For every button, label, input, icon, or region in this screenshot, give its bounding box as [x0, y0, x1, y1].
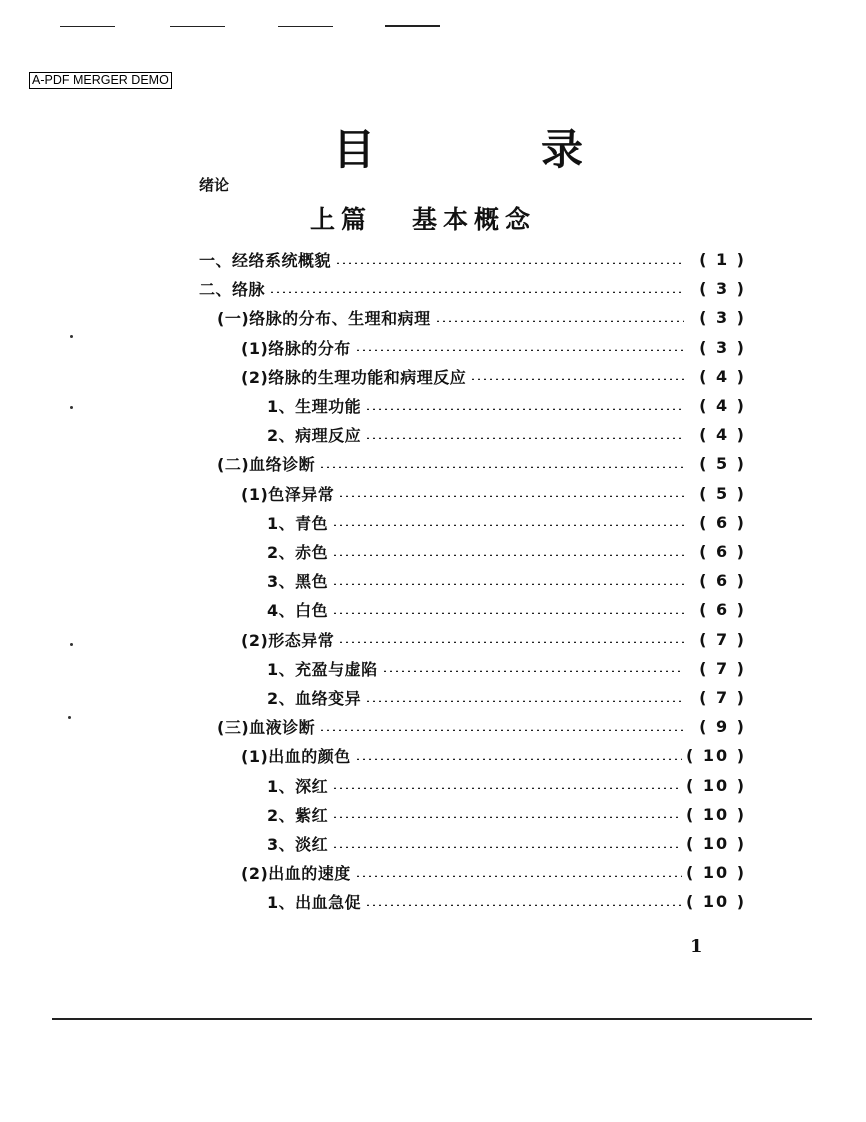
toc-entry-page: ( 10 ): [685, 804, 746, 824]
toc-entry-page: ( 3 ): [699, 337, 746, 357]
toc-entry: [241, 625, 746, 654]
title-char-2: 录: [540, 125, 583, 174]
part-heading: [310, 200, 536, 236]
page-title: [333, 118, 583, 176]
toc-entry: [217, 449, 746, 478]
toc-entry-page: ( 7 ): [699, 629, 746, 649]
toc-entry-label: 4、白色: [267, 601, 329, 621]
top-rule-2: [170, 26, 225, 27]
toc-entry-page: ( 4 ): [699, 396, 746, 415]
toc-entry-label: 2、血络变异: [267, 689, 362, 708]
toc-entry: [241, 362, 746, 391]
dot-leader: [355, 349, 684, 351]
toc-entry: [267, 683, 746, 712]
toc-entry-label: (2)络脉的生理功能和病理反应: [241, 367, 467, 387]
toc-entry-label: 3、淡红: [267, 835, 329, 854]
bottom-rule: [52, 1018, 812, 1020]
toc-entry-label: 2、病理反应: [267, 426, 362, 446]
dot-leader: [319, 466, 684, 468]
toc-entry-label: (2)形态异常: [241, 630, 335, 650]
toc-entry-page: ( 10 ): [685, 892, 746, 912]
dot-leader: [335, 262, 684, 264]
dot-leader: [332, 787, 682, 789]
dot-leader: [365, 700, 684, 702]
toc-entry-label: 1、充盈与虚陷: [267, 659, 378, 679]
dot-leader: [470, 378, 684, 380]
toc-entry: [267, 654, 746, 683]
toc-entry-page: ( 6 ): [699, 542, 746, 561]
toc-entry: [267, 887, 746, 916]
toc-entry-label: (2)出血的速度: [241, 864, 351, 884]
toc-entry: [267, 829, 746, 858]
toc-entry-page: ( 10 ): [685, 863, 746, 883]
toc-entry-label: (1)出血的颜色: [241, 747, 351, 767]
toc-entry: [217, 712, 746, 741]
toc-entry: [241, 333, 746, 362]
top-rule-1: [60, 26, 115, 27]
dot-leader: [365, 437, 684, 439]
toc-entry: [241, 858, 746, 887]
toc-entry-label: 1、出血急促: [267, 893, 362, 913]
dot-leader: [365, 408, 684, 410]
toc-entry: [267, 420, 746, 449]
dot-leader: [332, 816, 682, 818]
toc-entry-page: ( 5 ): [699, 483, 746, 503]
top-rule-4: [385, 25, 440, 27]
dot-leader: [332, 524, 684, 526]
toc-entry-label: (1)络脉的分布: [241, 338, 351, 358]
dot-leader: [338, 495, 684, 497]
dot-leader: [332, 583, 684, 585]
toc-entry-page: ( 10 ): [685, 834, 746, 853]
dot-leader: [332, 554, 684, 556]
toc-entry-page: ( 6 ): [699, 512, 746, 532]
toc-entry-label: 1、深红: [267, 776, 329, 796]
dot-leader: [382, 670, 684, 672]
dot-leader: [332, 846, 682, 848]
toc-entry-label: (1)色泽异常: [241, 484, 335, 504]
dot-leader: [355, 758, 682, 760]
toc-entry: [241, 479, 746, 508]
scan-speck: [70, 406, 73, 409]
scan-speck: [70, 643, 73, 646]
toc-entry-label: (三)血液诊断: [217, 718, 316, 738]
dot-leader: [332, 612, 684, 614]
title-char-1: 目: [333, 125, 376, 174]
top-rule-3: [278, 26, 333, 27]
toc-entry: [267, 595, 746, 624]
dot-leader: [355, 875, 682, 877]
toc-entry-label: 1、青色: [267, 513, 329, 533]
toc-entry-label: 一、经络系统概貌: [199, 251, 332, 270]
part-volume: 上篇: [310, 205, 373, 234]
toc-entry-label: 3、黑色: [267, 572, 329, 592]
toc-entry: [267, 800, 746, 829]
toc-entry-label: 2、紫红: [267, 805, 329, 825]
toc-entry-label: 二、络脉: [199, 280, 266, 300]
toc-entry-page: ( 6 ): [699, 600, 746, 620]
toc-entry-page: ( 10 ): [685, 775, 746, 795]
toc-entry-page: ( 6 ): [699, 571, 746, 591]
toc-entry-page: ( 3 ): [699, 308, 746, 328]
toc-entry: [267, 566, 746, 595]
toc-entry-label: (一)络脉的分布、生理和病理: [217, 309, 431, 329]
toc-entry-page: ( 4 ): [699, 425, 746, 445]
toc-entry-label: 1、生理功能: [267, 397, 362, 416]
toc-entry: [267, 508, 746, 537]
toc-entry-page: ( 7 ): [699, 658, 746, 678]
toc-entry: [217, 303, 746, 332]
part-subject: 基本概念: [412, 205, 537, 234]
scan-speck: [70, 335, 73, 338]
dot-leader: [319, 729, 684, 731]
toc-entry-page: ( 10 ): [685, 746, 746, 766]
toc-entry-page: ( 4 ): [699, 366, 746, 386]
toc-entry-page: ( 1 ): [699, 250, 746, 269]
dot-leader: [365, 904, 682, 906]
scan-speck: [68, 716, 71, 719]
watermark-stamp: A-PDF MERGER DEMO: [29, 72, 172, 89]
toc-entry: [199, 274, 746, 303]
toc-entry: [267, 771, 746, 800]
dot-leader: [435, 320, 684, 322]
toc-entry: [267, 391, 746, 420]
preface-heading: 绪论: [199, 176, 230, 194]
toc-entry: [267, 537, 746, 566]
dot-leader: [338, 641, 684, 643]
toc-entry-page: ( 5 ): [699, 454, 746, 474]
dot-leader: [269, 291, 684, 293]
toc-entry-page: ( 7 ): [699, 688, 746, 707]
toc-entry-page: ( 9 ): [699, 717, 746, 737]
toc-entry: [241, 741, 746, 770]
toc-entry: [199, 245, 746, 274]
toc-entry-label: 2、赤色: [267, 543, 329, 562]
page-number: 1: [690, 936, 703, 957]
toc-entry-page: ( 3 ): [699, 279, 746, 299]
toc-entry-label: (二)血络诊断: [217, 455, 316, 475]
